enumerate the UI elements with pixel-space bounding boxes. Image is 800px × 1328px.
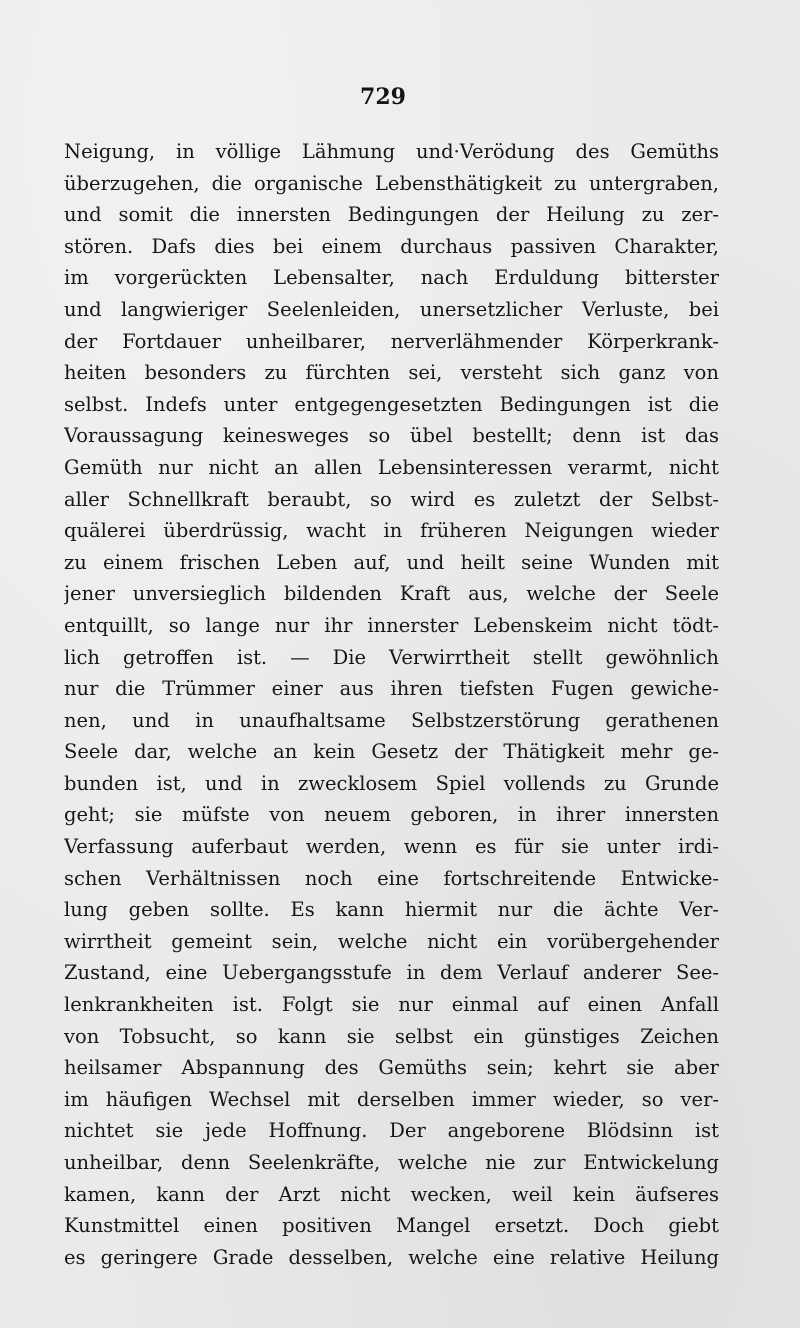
text-line: Verfassung auferbaut werden, wenn es für sie unter irdi- [64, 835, 719, 859]
text-line: Neigung, in völlige Lähmung und·Verödung des Gemüths [64, 140, 719, 163]
text-line: stören. Dafs dies bei einem durchaus passiven Charakter, [64, 234, 719, 258]
text-line: nen, und in unaufhaltsame Selbstzerstörung gerathenen [64, 708, 719, 732]
text-line: entquillt, so lange nur ihr innerster Lebenskeim nicht tödt- [64, 613, 719, 637]
text-line: jener unversieglich bildenden Kraft aus, welche der Seele [64, 582, 719, 606]
text-line: wirrtheit gemeint sein, welche nicht ein vorübergehender [64, 929, 719, 953]
text-line: nur die Trümmer einer aus ihren tiefsten Fugen gewiche- [64, 677, 719, 701]
text-line: heiten besonders zu fürchten sei, versteht sich ganz von [64, 361, 719, 385]
text-line: quälerei überdrüssig, wacht in früheren Neigungen wieder [64, 519, 719, 543]
text-line: unheilbar, denn Seelenkräfte, welche nie zur Entwickelung [64, 1151, 719, 1174]
text-line: Zustand, eine Uebergangsstufe in dem Verlauf anderer See- [64, 961, 719, 985]
text-line: Kunstmittel einen positiven Mangel ersetzt. Doch giebt [64, 1214, 719, 1238]
text-line: der Fortdauer unheilbarer, nerverlähmender Körperkrank- [64, 329, 719, 353]
text-line: aller Schnellkraft beraubt, so wird es zuletzt der Selbst- [64, 487, 719, 511]
text-line: lich getroffen ist. — Die Verwirrtheit stellt gewöhnlich [64, 645, 719, 669]
text-line: und somit die innersten Bedingungen der Heilung zu zer- [64, 203, 719, 227]
text-line: von Tobsucht, so kann sie selbst ein günstiges Zeichen [64, 1024, 719, 1048]
text-line: nichtet sie jede Hoffnung. Der angeborene Blödsinn ist [64, 1119, 719, 1143]
text-line: bunden ist, und in zwecklosem Spiel vollends zu Grunde [64, 771, 719, 795]
text-line: Voraussagung keinesweges so übel bestellt; denn ist das [64, 424, 719, 448]
text-line: zu einem frischen Leben auf, und heilt seine Wunden mit [64, 550, 719, 574]
text-line: Seele dar, welche an kein Gesetz der Thätigkeit mehr ge- [64, 740, 719, 764]
text-line: im häufigen Wechsel mit derselben immer wieder, so ver- [64, 1087, 719, 1111]
text-line: überzugehen, die organische Lebensthätigkeit zu untergraben, [64, 171, 719, 195]
text-line: selbst. Indefs unter entgegengesetzten Bedingungen ist die [64, 392, 719, 416]
text-line: kamen, kann der Arzt nicht wecken, weil kein äufseres [64, 1182, 719, 1206]
body-text [64, 136, 719, 1273]
text-line: Gemüth nur nicht an allen Lebensinteressen verarmt, nicht [64, 455, 719, 479]
text-line: heilsamer Abspannung des Gemüths sein; kehrt sie aber [64, 1056, 719, 1080]
page-number: 729 [360, 84, 406, 110]
text-line: geht; sie müfste von neuem geboren, in ihrer innersten [64, 803, 719, 827]
text-line: es geringere Grade desselben, welche eine relative Heilung [64, 1245, 719, 1269]
text-line: im vorgerückten Lebensalter, nach Erduldung bitterster [64, 266, 719, 290]
text-line: schen Verhältnissen noch eine fortschreitende Entwicke- [64, 866, 719, 890]
text-line: und langwieriger Seelenleiden, unersetzlicher Verluste, bei [64, 297, 719, 321]
text-line: lenkrankheiten ist. Folgt sie nur einmal auf einen Anfall [64, 993, 719, 1017]
text-line: lung geben sollte. Es kann hiermit nur die ächte Ver- [64, 898, 719, 922]
